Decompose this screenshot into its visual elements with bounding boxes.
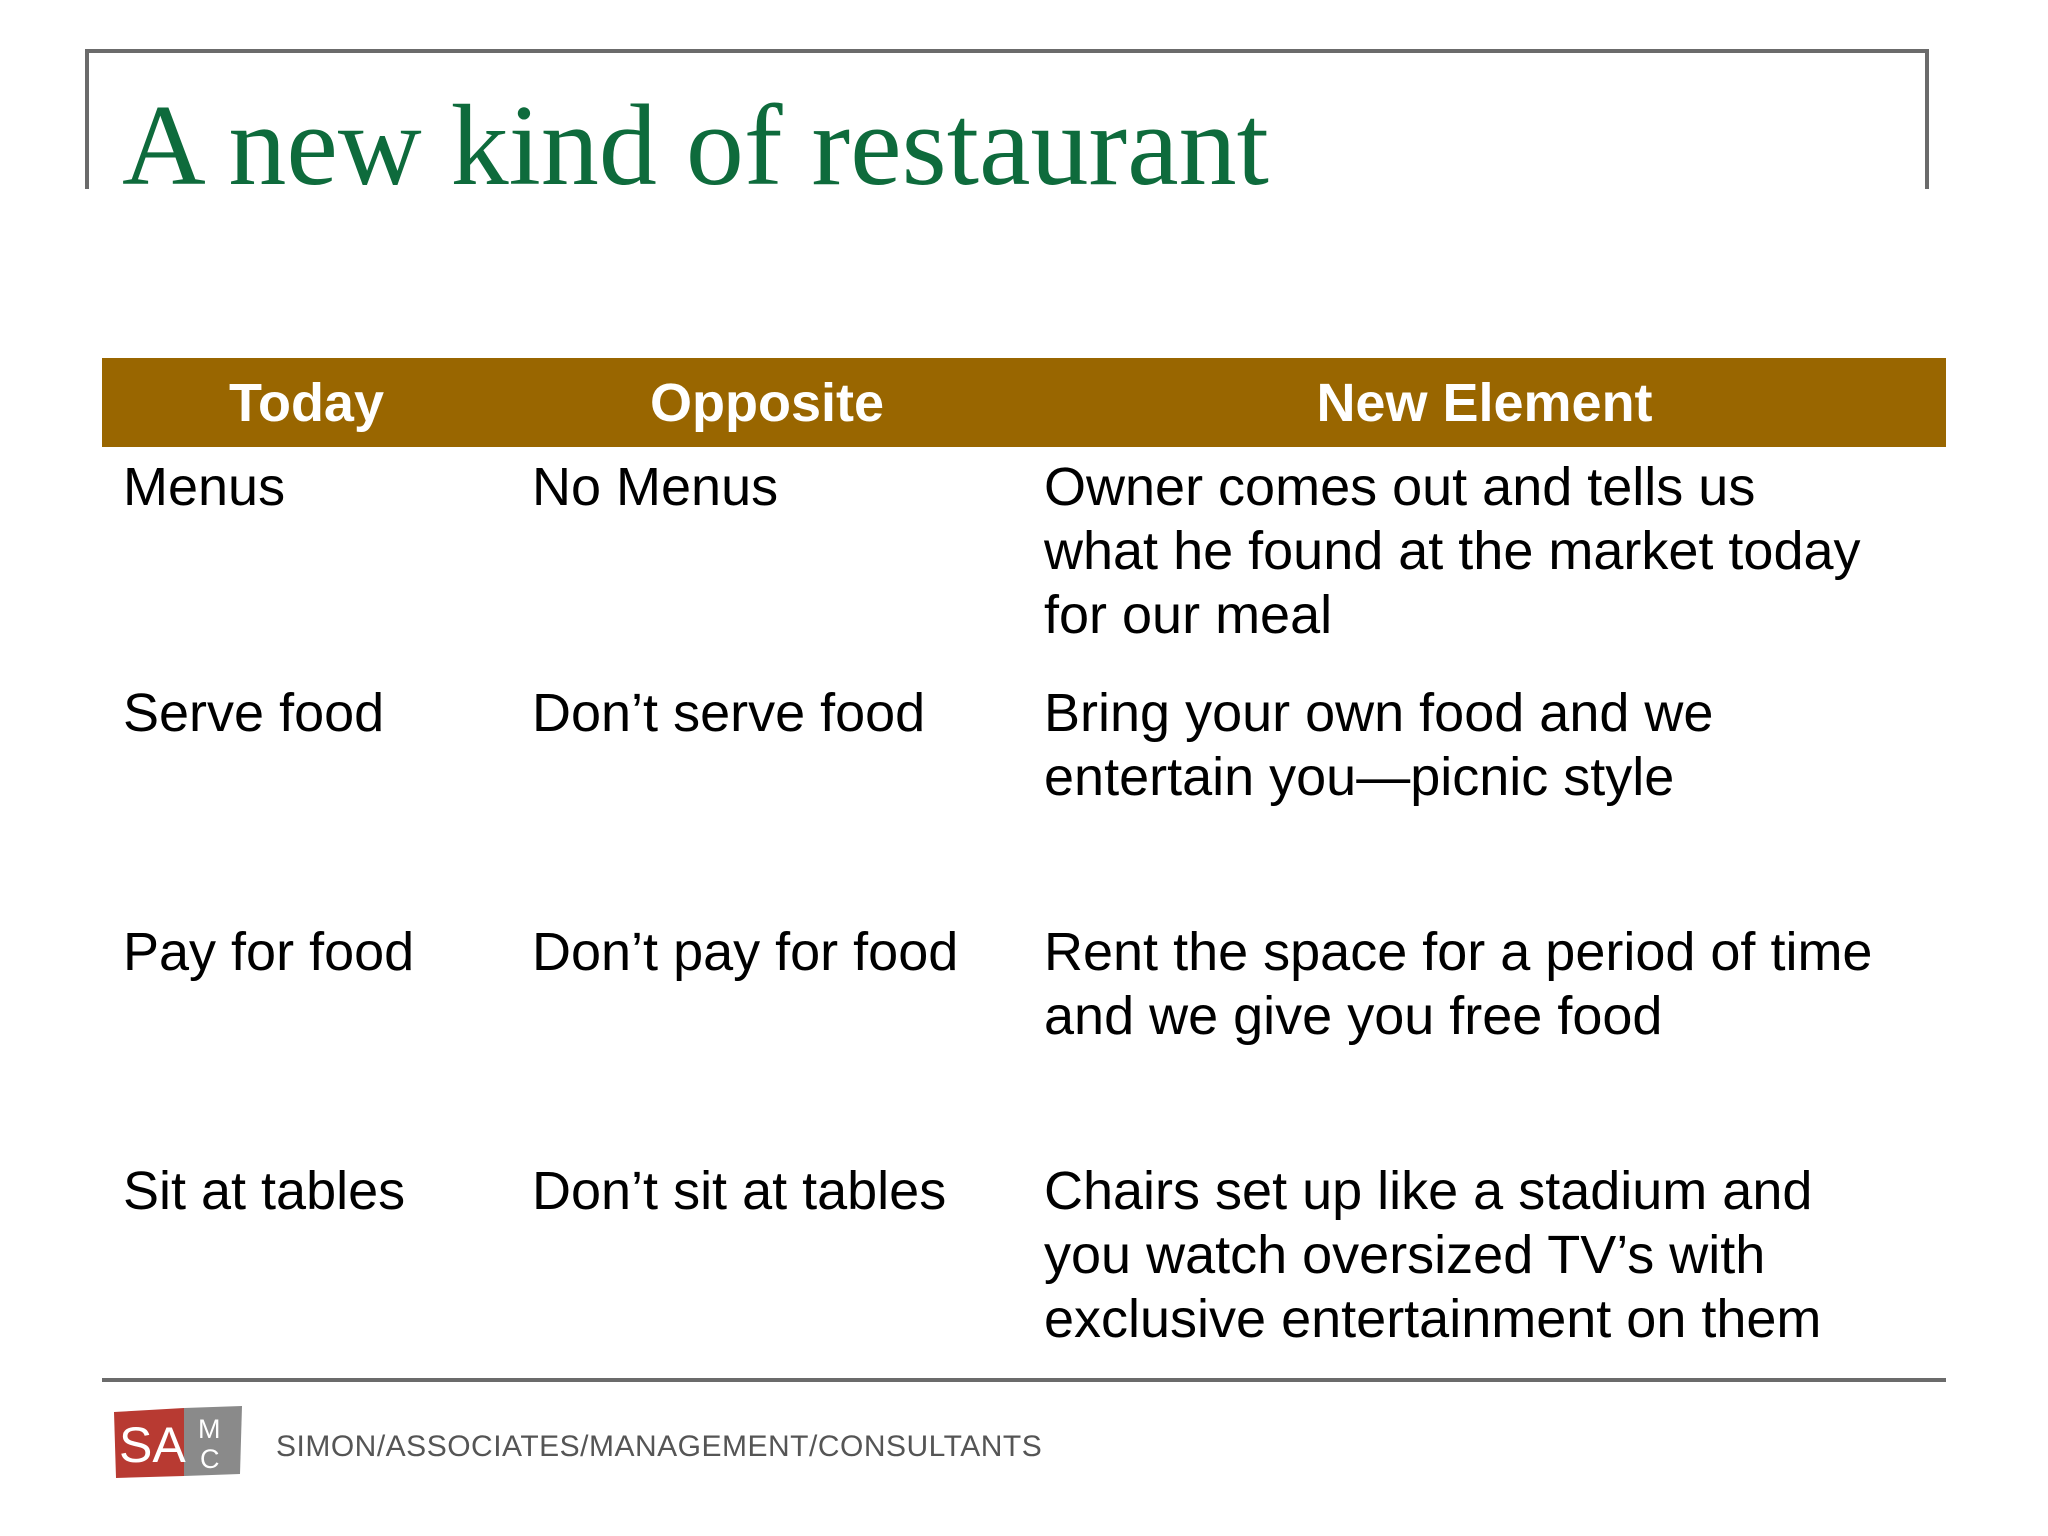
- cell-line: for our meal: [1044, 585, 1333, 645]
- cell-new-element: [1023, 681, 1946, 809]
- cell-opposite: No Menus: [532, 457, 779, 517]
- slide-title: A new kind of restaurant: [122, 82, 1269, 210]
- cell-line: you watch oversized TV’s with: [1044, 1225, 1766, 1285]
- cell-new-element: [1023, 920, 1946, 1048]
- logo-sa-text: SA: [119, 1417, 186, 1473]
- cell-new-element: [1023, 1159, 1946, 1351]
- cell-today: Pay for food: [123, 922, 415, 982]
- header-new-element: New Element: [1316, 372, 1653, 433]
- bottom-rule: [102, 1378, 1946, 1382]
- cell-line: Owner comes out and tells us: [1044, 457, 1756, 517]
- table-row: [102, 1159, 1946, 1351]
- frame-left-line: [85, 49, 89, 189]
- company-name: SIMON/ASSOCIATES/MANAGEMENT/CONSULTANTS: [276, 1430, 1043, 1463]
- header-opposite: Opposite: [649, 372, 884, 433]
- cell-line: what he found at the market today: [1044, 521, 1861, 581]
- frame-top-line: [85, 49, 1929, 53]
- cell-line: entertain you—picnic style: [1044, 747, 1675, 807]
- comparison-table: [102, 358, 1946, 1349]
- logo-c-text: C: [200, 1444, 220, 1474]
- table-header: [102, 358, 1946, 447]
- cell-opposite: Don’t sit at tables: [532, 1161, 947, 1221]
- cell-opposite: Don’t serve food: [532, 683, 926, 743]
- table-row: [102, 681, 1946, 809]
- cell-today: Serve food: [123, 683, 385, 743]
- frame-right-line: [1925, 49, 1929, 189]
- cell-today: Menus: [123, 457, 286, 517]
- logo-m-text: M: [198, 1414, 221, 1444]
- cell-line: Rent the space for a period of time: [1044, 922, 1873, 982]
- cell-line: Bring your own food and we: [1044, 683, 1714, 743]
- table-row: [102, 920, 1946, 1048]
- cell-line: and we give you free food: [1044, 986, 1663, 1046]
- table-row: [102, 455, 1946, 647]
- cell-line: Chairs set up like a stadium and: [1044, 1161, 1813, 1221]
- cell-opposite: Don’t pay for food: [532, 922, 959, 982]
- header-today: Today: [228, 372, 384, 433]
- cell-line: exclusive entertainment on them: [1044, 1289, 1822, 1349]
- samc-logo: [114, 1406, 244, 1478]
- cell-new-element: [1023, 455, 1946, 647]
- cell-today: Sit at tables: [123, 1161, 406, 1221]
